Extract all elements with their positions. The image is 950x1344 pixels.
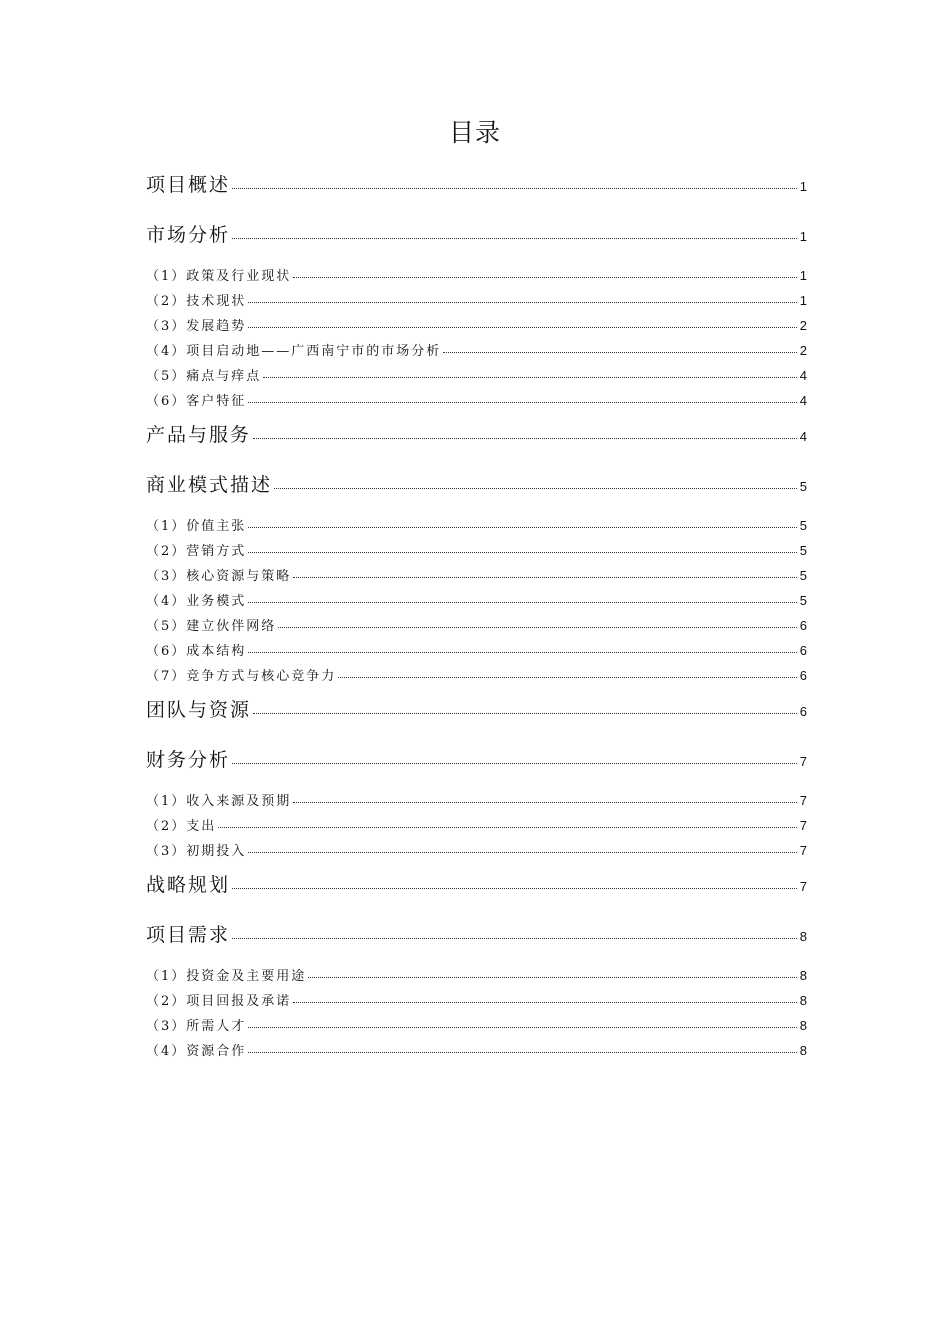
toc-entry-text: 业务模式 bbox=[186, 594, 247, 609]
toc-page-number: 1 bbox=[799, 229, 807, 244]
dot-leader bbox=[218, 826, 797, 828]
toc-entry-number: （1） bbox=[146, 794, 187, 809]
dot-leader bbox=[248, 551, 797, 553]
dot-leader bbox=[248, 1051, 797, 1053]
toc-entry-number: （3） bbox=[146, 844, 187, 859]
toc-page-number: 6 bbox=[799, 704, 807, 719]
dot-leader bbox=[253, 437, 797, 439]
toc-page-number: 8 bbox=[799, 929, 807, 944]
toc-entry-label bbox=[146, 470, 272, 497]
toc-entry-text: 所需人才 bbox=[186, 1019, 247, 1034]
dot-leader bbox=[293, 1001, 797, 1003]
toc-entry-text: 初期投入 bbox=[186, 844, 247, 859]
toc-subentry[interactable] bbox=[146, 540, 807, 560]
toc-entry-number: （1） bbox=[146, 269, 187, 284]
toc-entry-label bbox=[146, 990, 291, 1009]
toc-subentry[interactable] bbox=[146, 290, 807, 310]
toc-entry-label bbox=[146, 665, 336, 684]
toc-entry-label bbox=[146, 695, 251, 722]
toc-entry-text: 项目回报及承诺 bbox=[186, 994, 292, 1009]
toc-entry-text: 团队与资源 bbox=[146, 699, 252, 721]
toc-subentry[interactable] bbox=[146, 665, 807, 685]
dot-leader bbox=[338, 676, 797, 678]
toc-entry-text: 价值主张 bbox=[186, 519, 247, 534]
toc-subentry[interactable] bbox=[146, 790, 807, 810]
toc-entry-text: 商业模式描述 bbox=[146, 474, 273, 496]
dot-leader bbox=[248, 401, 797, 403]
toc-page-number: 2 bbox=[799, 318, 807, 333]
toc-subentry[interactable] bbox=[146, 615, 807, 635]
toc-heading-entry[interactable] bbox=[146, 470, 807, 500]
toc-page-number: 7 bbox=[799, 754, 807, 769]
toc-page-number: 7 bbox=[799, 793, 807, 808]
toc-page-number: 4 bbox=[799, 393, 807, 408]
dot-leader bbox=[278, 626, 797, 628]
toc-entry-label bbox=[146, 170, 230, 197]
toc-entry-text: 财务分析 bbox=[146, 749, 231, 771]
toc-page-number: 6 bbox=[799, 618, 807, 633]
toc-entry-label bbox=[146, 1040, 246, 1059]
toc-page-number: 7 bbox=[799, 879, 807, 894]
toc-entry-text: 客户特征 bbox=[186, 394, 247, 409]
dot-leader bbox=[232, 237, 797, 239]
toc-entry-number: （3） bbox=[146, 319, 187, 334]
toc-entry-label bbox=[146, 615, 276, 634]
toc-entry-number: （1） bbox=[146, 519, 187, 534]
toc-page-number: 5 bbox=[799, 479, 807, 494]
dot-leader bbox=[293, 576, 797, 578]
toc-page-number: 2 bbox=[799, 343, 807, 358]
toc-page-number: 5 bbox=[799, 543, 807, 558]
toc-entry-text: 营销方式 bbox=[186, 544, 247, 559]
toc-entry-label bbox=[146, 420, 251, 447]
toc-page-number: 4 bbox=[799, 368, 807, 383]
toc-entry-text: 收入来源及预期 bbox=[186, 794, 292, 809]
toc-page-number: 5 bbox=[799, 593, 807, 608]
dot-leader bbox=[248, 326, 797, 328]
toc-entry-text: 市场分析 bbox=[146, 224, 231, 246]
toc-entry-number: （6） bbox=[146, 394, 187, 409]
toc-page-number: 8 bbox=[799, 1043, 807, 1058]
toc-heading-entry[interactable] bbox=[146, 920, 807, 950]
toc-entry-number: （2） bbox=[146, 294, 187, 309]
toc-entry-label bbox=[146, 1015, 246, 1034]
toc-entry-label bbox=[146, 340, 441, 359]
toc-entry-text: 技术现状 bbox=[186, 294, 247, 309]
toc-title: 目录 bbox=[448, 118, 501, 147]
toc-subentry[interactable] bbox=[146, 965, 807, 985]
toc-entry-number: （4） bbox=[146, 594, 187, 609]
toc-page-number: 8 bbox=[799, 968, 807, 983]
toc-entry-label bbox=[146, 640, 246, 659]
toc-entry-number: （5） bbox=[146, 619, 187, 634]
toc-entry-label bbox=[146, 540, 246, 559]
toc-entry-number: （2） bbox=[146, 544, 187, 559]
toc-subentry[interactable] bbox=[146, 1015, 807, 1035]
toc-subentry[interactable] bbox=[146, 640, 807, 660]
toc-page-number: 6 bbox=[799, 668, 807, 683]
toc-entry-label bbox=[146, 815, 216, 834]
toc-page-number: 1 bbox=[799, 268, 807, 283]
toc-page-number: 1 bbox=[799, 179, 807, 194]
toc-entry-label bbox=[146, 315, 246, 334]
toc-page-number: 5 bbox=[799, 568, 807, 583]
toc-entry-number: （4） bbox=[146, 1044, 187, 1059]
toc-entry-label bbox=[146, 965, 306, 984]
toc-entry-label bbox=[146, 265, 291, 284]
toc-page-number: 8 bbox=[799, 993, 807, 1008]
toc-entry-label bbox=[146, 745, 230, 772]
dot-leader bbox=[293, 276, 797, 278]
toc-heading-entry[interactable] bbox=[146, 745, 807, 775]
toc-heading-entry[interactable] bbox=[146, 695, 807, 725]
dot-leader bbox=[253, 712, 797, 714]
dot-leader bbox=[293, 801, 797, 803]
toc-entry-number: （4） bbox=[146, 344, 187, 359]
dot-leader bbox=[232, 937, 797, 939]
toc-heading-entry[interactable] bbox=[146, 870, 807, 900]
toc-subentry[interactable] bbox=[146, 315, 807, 335]
toc-entry-label bbox=[146, 590, 246, 609]
toc-entry-label bbox=[146, 565, 291, 584]
toc-page-number: 6 bbox=[799, 643, 807, 658]
toc-entry-label bbox=[146, 840, 246, 859]
toc-subentry[interactable] bbox=[146, 515, 807, 535]
toc-entry-text: 资源合作 bbox=[186, 1044, 247, 1059]
dot-leader bbox=[248, 526, 797, 528]
toc-subentry[interactable] bbox=[146, 1040, 807, 1060]
toc-entry-number: （6） bbox=[146, 644, 187, 659]
toc-entry-text: 产品与服务 bbox=[146, 424, 252, 446]
toc-subentry[interactable] bbox=[146, 265, 807, 285]
dot-leader bbox=[248, 601, 797, 603]
toc-entry-text: 战略规划 bbox=[146, 874, 231, 896]
toc-entry-label bbox=[146, 515, 246, 534]
toc-entry-number: （2） bbox=[146, 994, 187, 1009]
toc-entry-text: 政策及行业现状 bbox=[186, 269, 292, 284]
toc-entry-label bbox=[146, 920, 230, 947]
toc-entry-number: （1） bbox=[146, 969, 187, 984]
toc-subentry[interactable] bbox=[146, 840, 807, 860]
dot-leader bbox=[248, 301, 797, 303]
toc-page-number: 7 bbox=[799, 818, 807, 833]
toc-entry-label bbox=[146, 870, 230, 897]
toc-entry-label bbox=[146, 290, 246, 309]
toc-entry-number: （7） bbox=[146, 669, 187, 684]
toc-page-number: 8 bbox=[799, 1018, 807, 1033]
toc-subentry[interactable] bbox=[146, 565, 807, 585]
dot-leader bbox=[248, 651, 797, 653]
toc-entry-number: （5） bbox=[146, 369, 187, 384]
dot-leader bbox=[232, 187, 797, 189]
toc-subentry[interactable] bbox=[146, 365, 807, 385]
toc-entry-label bbox=[146, 365, 261, 384]
toc-entry-label bbox=[146, 790, 291, 809]
toc-entry-text: 成本结构 bbox=[186, 644, 247, 659]
toc-entry-number: （3） bbox=[146, 569, 187, 584]
toc-entry-number: （2） bbox=[146, 819, 187, 834]
toc-entry-label bbox=[146, 220, 230, 247]
toc-entry-text: 建立伙伴网络 bbox=[186, 619, 277, 634]
toc-subentry[interactable] bbox=[146, 990, 807, 1010]
toc-subentry[interactable] bbox=[146, 340, 807, 360]
toc-page-number: 1 bbox=[799, 293, 807, 308]
dot-leader bbox=[232, 887, 797, 889]
toc-entry-text: 核心资源与策略 bbox=[186, 569, 292, 584]
dot-leader bbox=[443, 351, 797, 353]
toc-entry-text: 痛点与痒点 bbox=[186, 369, 262, 384]
toc-entry-number: （3） bbox=[146, 1019, 187, 1034]
dot-leader bbox=[263, 376, 797, 378]
toc-heading-entry[interactable] bbox=[146, 220, 807, 250]
toc-page-number: 7 bbox=[799, 843, 807, 858]
toc-heading-entry[interactable] bbox=[146, 420, 807, 450]
dot-leader bbox=[248, 851, 797, 853]
toc-entry-text: 项目概述 bbox=[146, 174, 231, 196]
toc-entry-text: 竞争方式与核心竞争力 bbox=[186, 669, 337, 684]
toc-page-number: 4 bbox=[799, 429, 807, 444]
toc-entry-label bbox=[146, 390, 246, 409]
dot-leader bbox=[274, 487, 797, 489]
toc-entry-text: 支出 bbox=[186, 819, 217, 834]
dot-leader bbox=[232, 762, 797, 764]
dot-leader bbox=[308, 976, 797, 978]
toc-page-number: 5 bbox=[799, 518, 807, 533]
toc-subentry[interactable] bbox=[146, 815, 807, 835]
toc-entry-text: 项目需求 bbox=[146, 924, 231, 946]
toc-subentry[interactable] bbox=[146, 390, 807, 410]
toc-entry-text: 发展趋势 bbox=[186, 319, 247, 334]
toc-entry-text: 投资金及主要用途 bbox=[186, 969, 307, 984]
toc-entry-text: 项目启动地——广西南宁市的市场分析 bbox=[186, 344, 442, 359]
dot-leader bbox=[248, 1026, 797, 1028]
toc-heading-entry[interactable] bbox=[146, 170, 807, 200]
toc-subentry[interactable] bbox=[146, 590, 807, 610]
